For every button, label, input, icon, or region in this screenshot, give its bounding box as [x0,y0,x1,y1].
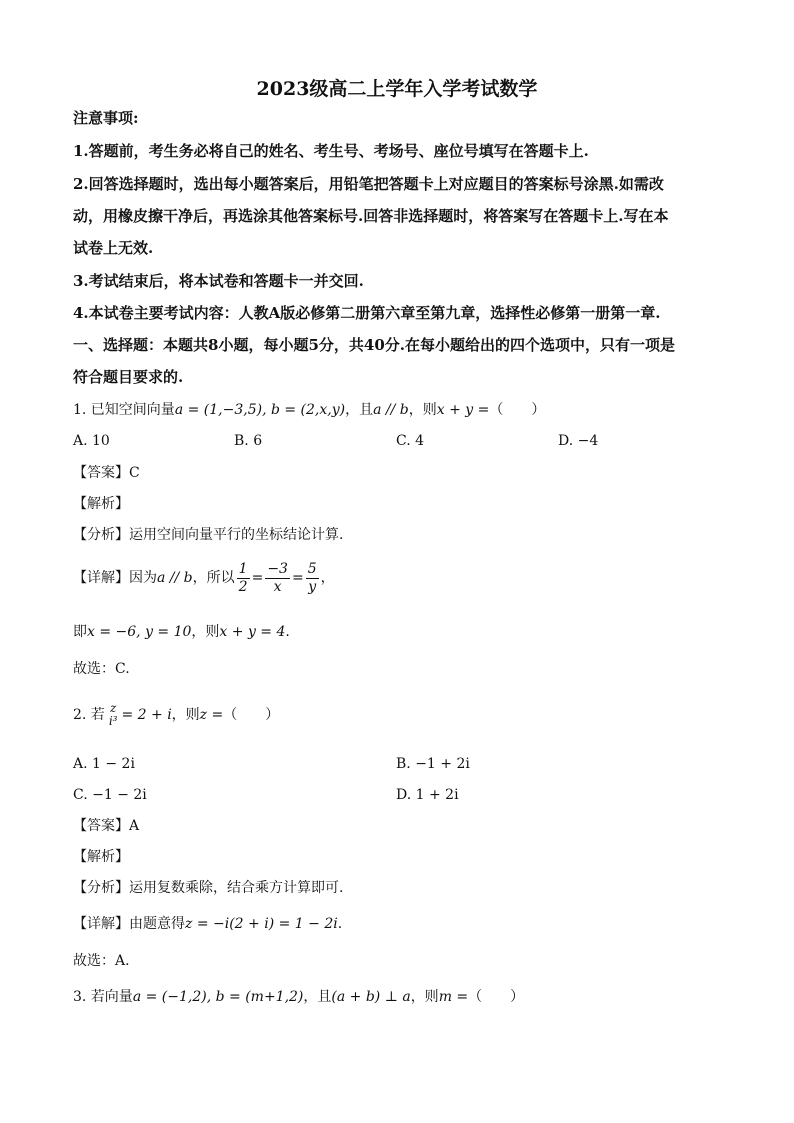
fraction: $\frac{1}{2}$ [238,560,248,595]
question-1: 1. 已知空间向量a = (1,−3,5), b = (2,x,y)，且a // b，则x + y =（ ） [73,402,546,418]
detail-text: 【详解】因为a // b，所以 $\frac{1}{2}$ = $\frac{-3}{x}$ = $\frac{5}{y}$ ， [73,560,335,595]
answer-label: 【答案】A [73,818,140,834]
notice-item: 1.答题前，考生务必将自己的姓名、考生号、考场号、座位号填写在答题卡上. [73,142,589,160]
option-c: C. 4 [396,433,425,449]
notice-item: 动，用橡皮擦干净后，再选涂其他答案标号.回答非选择题时，将答案写在答题卡上.写在本 [73,207,669,225]
option-b: B. −1 + 2i [396,756,470,772]
option-b: B. 6 [234,433,263,449]
section-heading: 一、选择题：本题共8小题，每小题5分，共40分.在每小题给出的四个选项中，只有一项是 [73,336,675,354]
solution-heading: 【解析】 [73,496,129,512]
notice-item: 2.回答选择题时，选出每小题答案后，用铅笔把答题卡上对应题目的答案标号涂黑.如需改 [73,175,664,193]
notice-item: 试卷上无效. [73,239,154,257]
question-2: 2. 若 z i³ = 2 + i，则z =（ ） [73,701,280,728]
option-a: A. 10 [73,433,110,449]
option-a: A. 1 − 2i [73,756,135,772]
detail-result: 即x = −6, y = 10，则x + y = 4. [73,624,290,640]
parallel-condition: a // b [373,402,409,418]
answer-label: 【答案】C [73,465,140,481]
notice-item: 3.考试结束后，将本试卷和答题卡一并交回. [73,272,364,290]
analysis-text: 【分析】运用空间向量平行的坐标结论计算. [73,527,344,543]
question-3: 3. 若向量a = (−1,2), b = (m+1,2)，且(a + b) ⊥ a，则m =（ ） [73,989,525,1005]
option-d: D. 1 + 2i [396,787,459,803]
notice-item: 4.本试卷主要考试内容：人教A版必修第二册第六章至第九章，选择性必修第一册第一章. [73,304,661,322]
choice-line: 故选：A. [73,953,130,969]
vector-expression: a = (−1,2), b = (m+1,2) [132,989,304,1005]
choice-line: 故选：C. [73,661,130,677]
fraction: z i³ [108,701,118,728]
section-heading-cont: 符合题目要求的. [73,368,184,386]
fraction: $\frac{-3}{x}$ [267,560,288,595]
fraction: $\frac{5}{y}$ [307,560,317,595]
detail-text: 【详解】由题意得z = −i(2 + i) = 1 − 2i. [73,916,343,932]
solution-heading: 【解析】 [73,849,129,865]
notice-heading: 注意事项: [73,109,139,127]
perpendicular-condition: (a + b) ⊥ a [331,989,411,1005]
option-d: D. −4 [558,433,599,449]
page-title: 2023级高二上学年入学考试数学 [256,78,538,100]
analysis-text: 【分析】运用复数乘除，结合乘方计算即可. [73,880,344,896]
vector-expression: a = (1,−3,5), b = (2,x,y) [174,402,346,418]
option-c: C. −1 − 2i [73,787,147,803]
